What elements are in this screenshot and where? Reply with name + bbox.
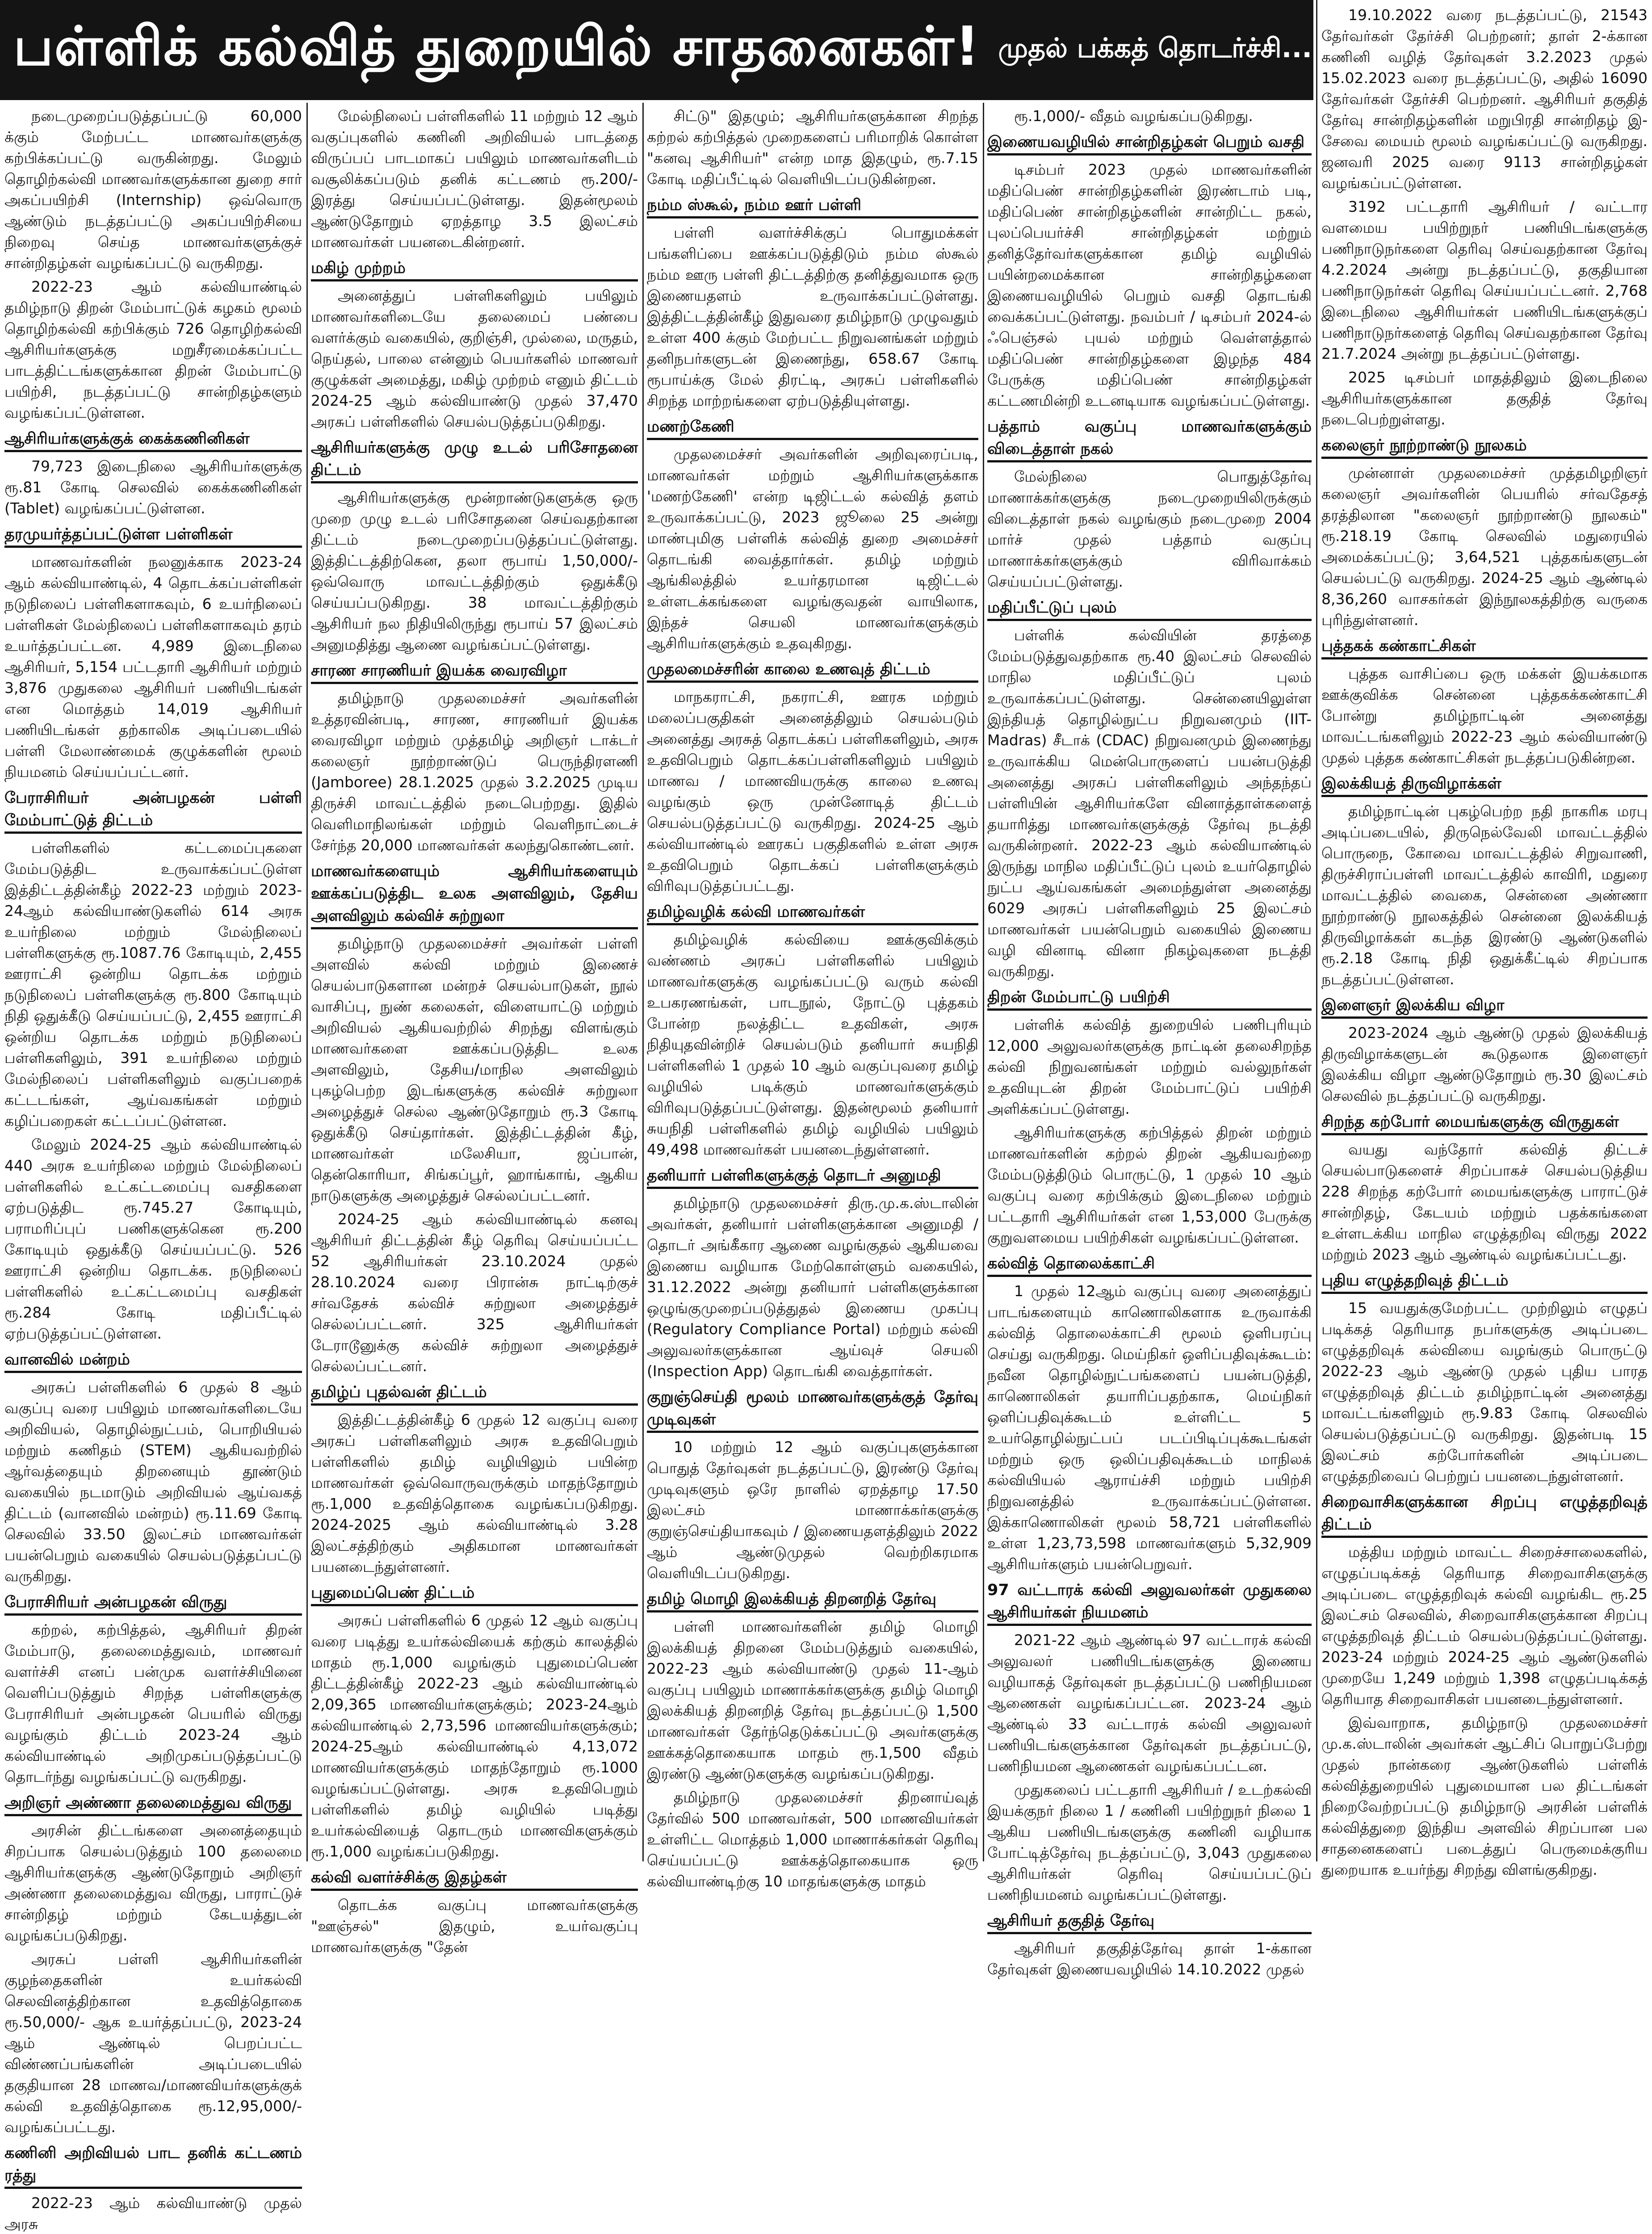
section-heading: ஆசிரியர்களுக்கு முழு உடல் பரிசோதனை திட்டம் — [311, 437, 638, 483]
section-heading: அறிஞர் அண்ணா தலைமைத்துவ விருது — [4, 1792, 302, 1816]
section-heading: 97 வட்டாரக் கல்வி அலுவலர்கள் முதுகலை ஆசிரியர்கள் நியமனம் — [987, 1579, 1312, 1626]
section-heading: சிறந்த கற்போர் மையங்களுக்கு விருதுகள் — [1321, 1111, 1648, 1135]
paragraph: 15 வயதுக்குமேற்பட்ட முற்றிலும் எழுதப் படிக்கத் தெரியாத நபர்களுக்கு அடிப்படை எழுத்தறிவுக் கல்வியை வழங்கும் பொருட்டு 2022-23 ஆம் ஆண்டு முதல் புதிய பாரத எழுத்தறிவுத் திட்டம் தமிழ்நாட்டின் அனைத்து மாவட்டங்களிலும் ரூ.9.83 கோடி செலவில் செயல்படுத்தப்பட்டு வருகிறது. இதன்படி 15 இலட்சம் கற்போர்களின் அடிப்படை எழுத்தறிவைப் பெற்றுப் பயனடைந்துள்ளனர். — [1321, 1299, 1648, 1485]
section-heading: இளைஞர் இலக்கிய விழா — [1321, 994, 1648, 1019]
paragraph: தொடக்க வகுப்பு மாணவர்களுக்கு "ஊஞ்சல்" இதழும், உயர்வகுப்பு மாணவர்களுக்கு "தேன் — [311, 1896, 638, 1956]
article-column-5 — [1321, 4, 1648, 1878]
section-heading: சிறைவாசிகளுக்கான சிறப்பு எழுத்தறிவுத் திட்டம் — [1321, 1491, 1648, 1538]
section-heading: இலக்கியத் திருவிழாக்கள் — [1321, 773, 1648, 797]
section-heading: வானவில் மன்றம் — [4, 1348, 302, 1373]
paragraph: இத்திட்டத்தின்கீழ் 6 முதல் 12 வகுப்பு வரை அரசுப் பள்ளிகளிலும் அரசு உதவிபெறும் பள்ளிகளில் தமிழ் வழியிலும் பயின்ற மாணவர்கள் ஒவ்வொருவருக்கும் மாதந்தோறும் ரூ.1,000 உதவித்தொகை வழங்கப்படுகிறது. 2024-2025 ஆம் கல்வியாண்டில் 3.28 இலட்சத்திற்கும் அதிகமான மாணவர்கள் பயனடைந்துள்ளனர். — [311, 1411, 638, 1575]
paragraph: சிட்டு" இதழும்; ஆசிரியர்களுக்கான சிறந்த கற்றல் கற்பித்தல் முறைகளைப் பரிமாறிக் கொள்ள "கனவு ஆசிரியர்" என்ற மாத இதழும், ரூ.7.15 கோடி மதிப்பீட்டில் வெளியிடப்படுகின்றன. — [647, 107, 978, 188]
column-divider — [642, 103, 644, 1861]
section-heading: கலைஞர் நூற்றாண்டு நூலகம் — [1321, 434, 1648, 459]
paragraph: நடைமுறைப்படுத்தப்பட்டு 60,000 க்கும் மேற்பட்ட மாணவர்களுக்கு கற்பிக்கப்பட்டு வருகின்றது. மேலும் தொழிற்கல்வி மாணவர்களுக்கான துறை சார் அகப்பயிற்சி (Internship) ஒவ்வொரு ஆண்டும் நடத்தப்பட்டு அகப்பயிற்சியை நிறைவு செய்த மாணவர்களுக்குச் சான்றிதழ்கள் வழங்கப்பட்டு வருகிறது. — [4, 107, 302, 272]
paragraph: ஆசிரியர் தகுதித்தேர்வு தாள் 1-க்கான தேர்வுகள் இணையவழியில் 14.10.2022 முதல் — [987, 1940, 1312, 1978]
paragraph: 2021-22 ஆம் ஆண்டில் 97 வட்டாரக் கல்வி அலுவலர் பணியிடங்களுக்கு இணைய வழியாகத் தேர்வுகள் நடத்தப்பட்டு பணிநியமன ஆணைகள் வழங்கப்பட்டன. 2023-24 ஆம் ஆண்டில் 33 வட்டாரக் கல்வி அலுவலர் பணியிடங்களுக்கான தேர்வுகள் நடத்தப்பட்டு, பணிநியமன ஆணைகள் வழங்கப்பட்டன. — [987, 1631, 1312, 1775]
article-column-4 — [987, 105, 1312, 1978]
paragraph: மேலும் 2024-25 ஆம் கல்வியாண்டில் 440 அரசு உயர்நிலை மற்றும் மேல்நிலைப் பள்ளிகளில் உட்கட்டமைப்பு வசதிகளை ஏற்படுத்திட ரூ.745.27 கோடியும், பராமரிப்புப் பணிகளுக்கென ரூ.200 கோடியும் ஒதுக்கீடு செய்யப்பட்டு. 526 ஊராட்சி ஒன்றிய தொடக்க. நடுநிலைப் பள்ளிகளில் உட்கட்டமைப்பு வசதிகள் ரூ.284 கோடி மதிப்பீட்டில் ஏற்படுத்தப்பட்டுள்ளன. — [4, 1136, 302, 1342]
paragraph: மத்திய மற்றும் மாவட்ட சிறைச்சாலைகளில், எழுதப்படிக்கத் தெரியாத சிறைவாசிகளுக்கு அடிப்படை எழுத்தறிவுக் கல்வி வழங்கிட ரூ.25 இலட்சம் செலவில், சிறைவாசிகளுக்கான சிறப்பு எழுத்தறிவுத் திட்டம் செயல்படுத்தப்பட்டுள்ளது. 2023-24 மற்றும் 2024-25 ஆம் ஆண்டுகளில் முறையே 1,249 மற்றும் 1,398 எழுதப்படிக்கத் தெரியாத சிறைவாசிகள் பயனடைந்துள்ளனர். — [1321, 1543, 1648, 1708]
section-heading: கல்வித் தொலைக்காட்சி — [987, 1252, 1312, 1277]
paragraph: புத்தக வாசிப்பை ஒரு மக்கள் இயக்கமாக ஊக்குவிக்க சென்னை புத்தகக்கண்காட்சி போன்று தமிழ்நாட்டின் அனைத்து மாவட்டங்களிலும் 2022-23 ஆம் கல்வியாண்டு முதல் புத்தக கண்காட்சிகள் நடத்தப்படுகின்றன. — [1321, 665, 1648, 766]
paragraph: 1 முதல் 12ஆம் வகுப்பு வரை அனைத்துப் பாடங்களையும் காணொலிகளாக உருவாக்கி கல்வித் தொலைக்காட்சி மூலம் ஒளிபரப்பு செய்து வருகிறது. மெய்நிகர் ஒளிப்பதிவுக்கூடம்: நவீன தொழில்நுட்பங்களைப் பயன்படுத்தி, காணொலிகள் தயாரிப்பதற்காக, மெய்நிகர் ஒளிப்பதிவுக்கூடம் உள்ளிட்ட 5 உயர்தொழில்நுட்பப் படப்பிடிப்புக்கூடங்கள் மற்றும் ஒரு ஒலிப்பதிவுக்கூடம் மாநிலக் கல்வியியல் ஆராய்ச்சி மற்றும் பயிற்சி நிறுவனத்தில் உருவாக்கப்பட்டுள்ளன. இக்காணொலிகள் மூலம் 58,721 பள்ளிகளில் உள்ள 1,23,73,598 மாணவர்களும் 5,32,909 ஆசிரியர்களும் பயன்பெறுவர். — [987, 1282, 1312, 1573]
paragraph: 2022-23 ஆம் கல்வியாண்டில் தமிழ்நாடு திறன் மேம்பாட்டுக் கழகம் மூலம் தொழிற்கல்வி கற்பிக்கும் 726 தொழிற்கல்வி ஆசிரியர்களுக்கு மறுசீரமைக்கப்பட்ட பாடத்திட்டங்களுக்கான திறன் மேம்பாட்டு பயிற்சி, நடத்தப்பட்டு சான்றிதழ்களும் வழங்கப்பட்டுள்ளன. — [4, 278, 302, 421]
section-heading: திறன் மேம்பாட்டு பயிற்சி — [987, 986, 1312, 1011]
article-column-1 — [4, 105, 302, 2233]
paragraph: ஆசிரியர்களுக்கு மூன்றாண்டுகளுக்கு ஒரு முறை முழு உடல் பரிசோதனை செய்வதற்கான திட்டம் நடைமுறைப்படுத்தப்பட்டுள்ளது. இத்திட்டத்திற்கென, தலா ரூபாய் 1,50,000/- ஒவ்வொரு மாவட்டத்திற்கும் ஒதுக்கீடு செய்யப்படுகிறது. 38 மாவட்டத்திற்கும் ஆசிரியர் நல நிதியிலிருந்து ரூபாய் 57 இலட்சம் அனுமதித்து ஆணை வழங்கப்பட்டுள்ளது. — [311, 489, 638, 653]
column-divider — [983, 103, 984, 1861]
paragraph: பள்ளிகளில் கட்டமைப்புகளை மேம்படுத்திட உருவாக்கப்பட்டுள்ள இத்திட்டத்தின்கீழ் 2022-23 மற்றும் 2023-24ஆம் கல்வியாண்டுகளில் 614 அரசு உயர்நிலை மற்றும் மேல்நிலைப் பள்ளிகளுக்கு ரூ.1087.76 கோடியும், 2,455 ஊராட்சி ஒன்றிய தொடக்க மற்றும் நடுநிலைப் பள்ளிகளுக்கு ரூ.800 கோடியும் நிதி ஒதுக்கீடு செய்யப்பட்டு, 2,455 ஊராட்சி ஒன்றிய தொடக்க மற்றும் நடுநிலைப் பள்ளிகளிலும், 391 உயர்நிலை மற்றும் மேல்நிலைப் பள்ளிகளிலும் வகுப்பறைக் கட்டடங்கள், ஆய்வகங்கள் மற்றும் கழிப்பறைகள் கட்டப்பட்டுள்ளன. — [4, 839, 302, 1130]
paragraph: முதுகலைப் பட்டதாரி ஆசிரியர் / உடற்கல்வி இயக்குநர் நிலை 1 / கணினி பயிற்றுநர் நிலை 1 ஆகிய பணியிடங்களுக்கு கணினி வழியாக போட்டித்தேர்வு நடத்தப்பட்டு, 3,043 முதுகலை ஆசிரியர்கள் தெரிவு செய்யப்பட்டுப் பணிநியமனம் வழங்கப்பட்டுள்ளது. — [987, 1781, 1312, 1903]
section-heading: புதுமைப்பெண் திட்டம் — [311, 1582, 638, 1606]
section-heading: பேராசிரியர் அன்பழகன் பள்ளி மேம்பாட்டுத் திட்டம் — [4, 787, 302, 834]
paragraph: இவ்வாறாக, தமிழ்நாடு முதலமைச்சர் மு.க.ஸ்டாலின் அவர்கள் ஆட்சிப் பொறுப்பேற்று முதல் நான்கரை ஆண்டுகளில் பள்ளிக் கல்வித்துறையில் புதுமையான பல திட்டங்கள் நிறைவேற்றப்பட்டு தமிழ்நாடு அரசின் பள்ளிக் கல்வித்துறை இந்திய அளவில் சிறப்பான பல சாதனைகளைப் படைத்துப் பெருமைக்குரிய துறையாக உயர்ந்து சிறந்து விளங்குகிறது. — [1321, 1714, 1648, 1878]
section-heading: பேராசிரியர் அன்பழகன் விருது — [4, 1591, 302, 1616]
section-heading: ஆசிரியர்களுக்குக் கைக்கணினிகள் — [4, 428, 302, 452]
section-heading: தனியார் பள்ளிகளுக்குத் தொடர் அனுமதி — [647, 1164, 978, 1189]
paragraph: மாநகராட்சி, நகராட்சி, ஊரக மற்றும் மலைப்பகுதிகள் அனைத்திலும் செயல்படும் அனைத்து அரசுத் தொடக்கப் பள்ளிகளிலும், அரசு உதவிபெறும் தொடக்கப்பள்ளிகளிலும் பயிலும் மாணவ / மாணவியருக்கு காலை உணவு வழங்கும் ஒரு முன்னோடித் திட்டம் செயல்படுத்தப்பட்டு வருகிறது. 2024-25 ஆம் கல்வியாண்டில் ஊரகப் பகுதிகளில் உள்ள அரசு உதவிபெறும் தொடக்கப் பள்ளிகளுக்கும் விரிவுபடுத்தப்பட்டது. — [647, 688, 978, 894]
section-heading: மதிப்பீட்டுப் புலம் — [987, 596, 1312, 621]
paragraph: பள்ளிக் கல்வியின் தரத்தை மேம்படுத்துவதற்காக ரூ.40 இலட்சம் செலவில் மாநில மதிப்பீட்டுப் புலம் உருவாக்கப்பட்டுள்ளது. சென்னையிலுள்ள இந்தியத் தொழில்நுட்ப நிறுவனமும் (IIT-Madras) சீடாக் (CDAC) நிறுவனமும் இணைந்து உருவாக்கிய மென்பொருளைப் பயன்படுத்தி அனைத்து அரசுப் பள்ளிகளிலும் அந்தந்தப் பள்ளியின் ஆசிரியர்களே வினாத்தாள்களைத் தயாரித்து மாணவர்களுக்குத் தேர்வு நடத்தி வருகின்றனர். 2022-23 ஆம் கல்வியாண்டில் இருந்து மாநில மதிப்பீட்டுப் புலம் உயர்தொழில் நுட்ப ஆய்வகங்கள் அமைந்துள்ள அனைத்து 6029 அரசுப் பள்ளிகளிலும் 25 இலட்சம் மாணவர்கள் பயன்பெறும் வகையில் இணைய வழி வினாடி வினா நிகழ்வுகளை நடத்தி வருகிறது. — [987, 626, 1312, 980]
article-column-2 — [311, 105, 638, 1956]
column-divider — [1316, 0, 1317, 1861]
paragraph: அரசின் திட்டங்களை அனைத்தையும் சிறப்பாக செயல்படுத்தும் 100 தலைமை ஆசிரியர்களுக்கு ஆண்டுதோறும் அறிஞர் அண்ணா தலைமைத்துவ விருது, பாராட்டுச் சான்றிதழ் மற்றும் கேடயத்துடன் வழங்கப்படுகிறது. — [4, 1822, 302, 1944]
paragraph: தமிழ்நாடு முதலமைச்சர் அவர்களின் உத்தரவின்படி, சாரண, சாரணியர் இயக்க வைரவிழா மற்றும் முத்தமிழ் அறிஞர் டாக்டர் கலைஞர் நூற்றாண்டுப் பெருந்திரளணி (Jamboree) 28.1.2025 முதல் 3.2.2025 முடிய திருச்சி மாவட்டத்தில் நடைபெற்றது. இதில் வெளிமாநிலங்கள் மற்றும் வெளிநாட்டைச் சேர்ந்த 20,000 மாணவர்கள் கலந்துகொண்டனர். — [311, 689, 638, 854]
section-heading: ஆசிரியர் தகுதித் தேர்வு — [987, 1910, 1312, 1934]
paragraph: கற்றல், கற்பித்தல், ஆசிரியர் திறன் மேம்பாடு, தலைமைத்துவம், மாணவர் வளர்ச்சி எனப் பன்முக வளர்ச்சியினை வெளிப்படுத்தும் சிறந்த பள்ளிகளுக்கு பேராசிரியர் அன்பழகன் பெயரில் விருது வழங்கும் திட்டம் 2023-24 ஆம் கல்வியாண்டில் அறிமுகப்படுத்தப்பட்டு தொடர்ந்து வழங்கப்பட்டு வருகிறது. — [4, 1621, 302, 1785]
continuation-note: முதல் பக்கத் தொடர்ச்சி... — [998, 33, 1312, 64]
paragraph: தமிழ்நாடு முதலமைச்சர் திறனாய்வுத் தேர்வில் 500 மாணவர்கள், 500 மாணவியர்கள் உள்ளிட்ட மொத்தம் 1,000 மாணாக்கர்கள் தெரிவு செய்யப்பட்டு ஊக்கத்தொகையாக ஒரு கல்வியாண்டிற்கு 10 மாதங்களுக்கு மாதம் — [647, 1789, 978, 1890]
section-heading: பத்தாம் வகுப்பு மாணவர்களுக்கும் விடைத்தாள் நகல் — [987, 416, 1312, 462]
paragraph: பள்ளிக் கல்வித் துறையில் பணிபுரியும் 12,000 அலுவலர்களுக்கு நாட்டின் தலைசிறந்த கல்வி நிறுவனங்கள் மற்றும் வல்லுநர்கள் உதவியுடன் திறன் மேம்பாட்டுப் பயிற்சி அளிக்கப்பட்டுள்ளது. — [987, 1016, 1312, 1117]
paragraph: தமிழ்வழிக் கல்வியை ஊக்குவிக்கும் வண்ணம் அரசுப் பள்ளிகளில் பயிலும் மாணவர்களுக்கு வழங்கப்பட்டு வரும் கல்வி உபகரணங்கள், பாடநூல், நோட்டு புத்தகம் போன்ற நலத்திட்ட உதவிகள், அரசு நிதியுதவின்றிச் செயல்படும் தனியார் சுயநிதி பள்ளிகளில் 1 முதல் 10 ஆம் வகுப்புவரை தமிழ் வழியில் படிக்கும் மாணவர்களுக்கும் விரிவுபடுத்தப்பட்டுள்ளது. இதன்மூலம் தனியார் சுயநிதி பள்ளிகளில் தமிழ் வழியில் பயிலும் 49,498 மாணவர்கள் பயனடைந்துள்ளனர். — [647, 931, 978, 1158]
article-column-3 — [647, 105, 978, 1890]
paragraph: வயது வந்தோர் கல்வித் திட்டச் செயல்பாடுகளைச் சிறப்பாகச் செயல்படுத்திய 228 சிறந்த கற்போர் மையங்களுக்கு பாராட்டுச் சான்றிதழ், கேடயம் மற்றும் பதக்கங்களை உள்ளடக்கிய மாநில எழுத்தறிவு விருது 2022 மற்றும் 2023 ஆம் ஆண்டில் வழங்கப்பட்டது. — [1321, 1141, 1648, 1263]
paragraph: 3192 பட்டதாரி ஆசிரியர் / வட்டார வளமைய பயிற்றுநர் பணியிடங்களுக்கு பணிநாடுநர்களை தெரிவு செய்வதற்கான தேர்வு 4.2.2024 அன்று நடத்தப்பட்டு, தகுதியான பணிநாடுநர்கள் தெரிவு செய்யப்பட்டனர். 2,768 இடைநிலை ஆசிரியர்கள் பணியிடங்களுக்குப் பணிநாடுநர்களைத் தெரிவு செய்வதற்கான தேர்வு 21.7.2024 அன்று நடத்தப்பட்டுள்ளது. — [1321, 198, 1648, 362]
paragraph: பள்ளி வளர்ச்சிக்குப் பொதுமக்கள் பங்களிப்பை ஊக்கப்படுத்திடும் நம்ம ஸ்கூல் நம்ம ஊரு பள்ளி திட்டத்திற்கு தனித்துவமாக ஒரு இணையதளம் உருவாக்கப்பட்டுள்ளது. இத்திட்டத்தின்கீழ் இதுவரை தமிழ்நாடு முழுவதும் உள்ள 400 க்கும் மேற்பட்ட நிறுவனங்கள் மற்றும் தனிநபர்களுடன் இணைந்து, 658.67 கோடி ரூபாய்க்கு மேல் திரட்டி, அரசுப் பள்ளிகளில் சிறந்த மாற்றங்களை ஏற்படுத்தியுள்ளது. — [647, 224, 978, 409]
paragraph: அரசுப் பள்ளிகளில் 6 முதல் 8 ஆம் வகுப்பு வரை பயிலும் மாணவர்களிடையே அறிவியல், தொழில்நுட்பம், பொறியியல் மற்றும் கணிதம் (STEM) ஆகியவற்றில் ஆர்வத்தையும் திறனையும் தூண்டும் வகையில் நடமாடும் அறிவியல் ஆய்வகத் திட்டம் (வானவில் மன்றம்) ரூ.11.69 கோடி செலவில் 33.50 இலட்சம் மாணவர்கள் பயன்பெறும் வகையில் செயல்படுத்தப்பட்டு வருகிறது. — [4, 1378, 302, 1585]
paragraph: தமிழ்நாடு முதலமைச்சர் அவர்கள் பள்ளி அளவில் கல்வி மற்றும் இணைச் செயல்பாடுகளான மன்றச் செயல்பாடுகள், நூல் வாசிப்பு, நுண் கலைகள், விளையாட்டு மற்றும் அறிவியல் ஆகியவற்றில் சிறந்து விளங்கும் மாணவர்களை ஊக்கப்படுத்திட உலக அளவிலும், தேசிய/மாநில அளவிலும் புகழ்பெற்ற இடங்களுக்கு கல்விச் சுற்றுலா அழைத்துச் செல்ல ஆண்டுதோறும் ரூ.3 கோடி ஒதுக்கீடு செய்தார்கள். இத்திட்டத்தின் கீழ், மாணவர்கள் மலேசியா, ஜப்பான், தென்கொரியா, சிங்கப்பூர், ஹாங்காங், ஆகிய நாடுகளுக்கு அழைத்துச் செல்லப்பட்டனர். — [311, 935, 638, 1204]
section-heading: முதலமைச்சரின் காலை உணவுத் திட்டம் — [647, 658, 978, 683]
paragraph: டிசம்பர் 2023 முதல் மாணவர்களின் மதிப்பெண் சான்றிதழ்களின் இரண்டாம் படி, மதிப்பெண் சான்றிதழ்களின் சான்றிட்ட நகல், புலப்பெயர்ச்சி சான்றிதழ்கள் மற்றும் தனித்தேர்வர்களுக்கான தமிழ் வழியில் பயின்றமைக்கான சான்றிதழ்களை இணையவழியில் பெறும் வசதி தொடங்கி வைக்கப்பட்டுள்ளது. நவம்பர் / டிசம்பர் 2024-ல் ஃபெஞ்சல் புயல் மற்றும் வெள்ளத்தால் மதிப்பெண் சான்றிதழ்களை இழந்த 484 பேருக்கு மதிப்பெண் சான்றிதழ்கள் கட்டணமின்றி உடனடியாக வழங்கப்பட்டுள்ளது. — [987, 161, 1312, 409]
section-heading: மாணவர்களையும் ஆசிரியர்களையும் ஊக்கப்படுத்திட உலக அளவிலும், தேசிய அளவிலும் கல்விச் சுற்றுலா — [311, 860, 638, 929]
section-heading: புத்தகக் கண்காட்சிகள் — [1321, 635, 1648, 659]
paragraph: முதலமைச்சர் அவர்களின் அறிவுரைப்படி, மாணவர்கள் மற்றும் ஆசிரியர்களுக்காக 'மணற்கேணி' என்ற டிஜிட்டல் கல்வித் தளம் உருவாக்கப்பட்டு, 2023 ஜூலை 25 அன்று மாண்புமிகு பள்ளிக் கல்வித் துறை அமைச்சர் தொடங்கி வைத்தார்கள். தமிழ் மற்றும் ஆங்கிலத்தில் உயர்தரமான டிஜிட்டல் உள்ளடக்கங்களை வழங்குவதன் வாயிலாக, இந்தச் செயலி மாணவர்களுக்கும் ஆசிரியர்களுக்கும் உதவுகிறது. — [647, 445, 978, 652]
section-heading: இணையவழியில் சான்றிதழ்கள் பெறும் வசதி — [987, 131, 1312, 155]
paragraph: 79,723 இடைநிலை ஆசிரியர்களுக்கு ரூ.81 கோடி செலவில் கைக்கணினிகள் (Tablet) வழங்கப்பட்டுள்ளன. — [4, 458, 302, 517]
paragraph: தமிழ்நாட்டின் புகழ்பெற்ற நதி நாகரிக மரபு அடிப்படையில், திருநெல்வேலி மாவட்டத்தில் பொருநை, கோவை மாவட்டத்தில் சிறுவாணி, திருச்சிராப்பள்ளி மாவட்டத்தில் காவிரி, மதுரை மாவட்டத்தில் வைகை, சென்னை அண்ணா நூற்றாண்டு நூலகத்தில் சென்னை இலக்கியத் திருவிழாக்கள் கடந்த இரண்டு ஆண்டுகளில் ரூ.2.18 கோடி நிதி ஒதுக்கீட்டில் சிறப்பாக நடத்தப்பட்டுள்ளன. — [1321, 802, 1648, 988]
section-heading: தரமுயர்த்தப்பட்டுள்ள பள்ளிகள் — [4, 523, 302, 548]
section-heading: மகிழ் முற்றம் — [311, 257, 638, 281]
paragraph: மேல்நிலை பொதுத்தேர்வு மாணாக்கர்களுக்கு நடைமுறையிலிருக்கும் விடைத்தாள் நகல் வழங்கும் நடைமுறை 2004 மார்ச் முதல் பத்தாம் வகுப்பு மாணாக்கர்களுக்கும் விரிவாக்கம் செய்யப்பட்டுள்ளது. — [987, 468, 1312, 590]
section-heading: கணினி அறிவியல் பாட தனிக் கட்டணம் ரத்து — [4, 2142, 302, 2189]
paragraph: பள்ளி மாணவர்களின் தமிழ் மொழி இலக்கியத் திறனை மேம்படுத்தும் வகையில், 2022-23 ஆம் கல்வியாண்டு முதல் 11-ஆம் வகுப்பு பயிலும் மாணாக்கர்களுக்கு தமிழ் மொழி இலக்கியத் திறனறித் தேர்வு நடத்தப்பட்டு 1,500 மாணவர்கள் தேர்ந்தெடுக்கப்பட்டு அவர்களுக்கு ஊக்கத்தொகையாக மாதம் ரூ.1,500 வீதம் இரண்டு ஆண்டுகளுக்கு வழங்கப்படுகிறது. — [647, 1618, 978, 1782]
section-heading: கல்வி வளர்ச்சிக்கு இதழ்கள் — [311, 1866, 638, 1891]
section-heading: நம்ம ஸ்கூல், நம்ம ஊர் பள்ளி — [647, 194, 978, 218]
paragraph: 2023-2024 ஆம் ஆண்டு முதல் இலக்கியத் திருவிழாக்களுடன் கூடுதலாக இளைஞர் இலக்கிய விழா ஆண்டுதோறும் ரூ.30 இலட்சம் செலவில் நடத்தப்பட்டு வருகிறது. — [1321, 1024, 1648, 1104]
section-heading: புதிய எழுத்தறிவுத் திட்டம் — [1321, 1269, 1648, 1294]
section-heading: குறுஞ்செய்தி மூலம் மாணவர்களுக்குத் தேர்வு முடிவுகள் — [647, 1386, 978, 1433]
paragraph: தமிழ்நாடு முதலமைச்சர் திரு.மு.க.ஸ்டாலின் அவர்கள், தனியார் பள்ளிகளுக்கான அனுமதி / தொடர் அங்கீகார ஆணை வழங்குதல் ஆகியவை இணைய வழியாக மேற்கொள்ளும் வகையில், 31.12.2022 அன்று தனியார் பள்ளிகளுக்கான ஒழுங்குமுறைப்படுத்துதல் இணைய முகப்பு (Regulatory Compliance Portal) மற்றும் கல்வி அலுவலர்களுக்கான ஆய்வுச் செயலி (Inspection App) தொடங்கி வைத்தார்கள். — [647, 1194, 978, 1380]
paragraph: ஆசிரியர்களுக்கு கற்பித்தல் திறன் மற்றும் மாணவர்களின் கற்றல் திறன் ஆகியவற்றை மேம்படுத்திடும் பொருட்டு, 1 முதல் 10 ஆம் வகுப்பு வரை கற்பிக்கும் இடைநிலை மற்றும் பட்டதாரி ஆசிரியர்கள் என 1,53,000 பேருக்கு குறுவளமைய பயிற்சிகள் வழங்கப்பட்டுள்ளன. — [987, 1124, 1312, 1246]
paragraph: 10 மற்றும் 12 ஆம் வகுப்புகளுக்கான பொதுத் தேர்வுகள் நடத்தப்பட்டு, இரண்டு தேர்வு முடிவுகளும் ஒரே நாளில் ஏறத்தாழ 17.50 இலட்சம் மாணாக்கர்களுக்கு குறுஞ்செய்தியாகவும் / இணையதளத்திலும் 2022 ஆம் ஆண்டுமுதல் வெற்றிகரமாக வெளியிடப்படுகிறது. — [647, 1438, 978, 1582]
paragraph: அனைத்துப் பள்ளிகளிலும் பயிலும் மாணவர்களிடையே தலைமைப் பண்பை வளர்க்கும் வகையில், குறிஞ்சி, முல்லை, மருதம், நெய்தல், பாலை என்னும் பெயர்களில் மாணவர் குழுக்கள் அமைத்து, மகிழ் முற்றம் எனும் திட்டம் 2024-25 ஆம் கல்வியாண்டு முதல் 37,470 அரசுப் பள்ளிகளில் செயல்படுத்தப்படுகிறது. — [311, 287, 638, 430]
paragraph: அரசுப் பள்ளிகளில் 6 முதல் 12 ஆம் வகுப்பு வரை படித்து உயர்கல்வியைக் கற்கும் காலத்தில் மாதம் ரூ.1,000 வழங்கும் புதுமைப்பெண் திட்டத்தின்கீழ் 2022-23 ஆம் கல்வியாண்டில் 2,09,365 மாணவியர்களுக்கும்; 2023-24ஆம் கல்வியாண்டில் 2,73,596 மாணவியர்களுக்கும்; 2024-25ஆம் கல்வியாண்டில் 4,13,072 மாணவியர்களுக்கும் மாதந்தோறும் ரூ.1000 வழங்கப்பட்டுள்ளது. அரசு உதவிபெறும் பள்ளிகளில் தமிழ் வழியில் படித்து உயர்கல்வியைத் தொடரும் மாணவிகளுக்கும் ரூ.1,000 வழங்கப்படுகிறது. — [311, 1612, 638, 1860]
paragraph: முன்னாள் முதலமைச்சர் முத்தமிழறிஞர் கலைஞர் அவர்களின் பெயரில் சர்வதேசத் தரத்திலான "கலைஞர் நூற்றாண்டு நூலகம்" ரூ.218.19 கோடி செலவில் மதுரையில் அமைக்கப்பட்டு; 3,64,521 புத்தகங்களுடன் செயல்பட்டு வருகிறது. 2024-25 ஆம் ஆண்டில் 8,36,260 வாசகர்கள் இந்நூலகத்திற்கு வருகை புரிந்துள்ளனர். — [1321, 464, 1648, 629]
column-divider — [306, 103, 308, 1861]
paragraph: 2022-23 ஆம் கல்வியாண்டு முதல் அரசு — [4, 2194, 302, 2233]
paragraph: 2024-25 ஆம் கல்வியாண்டில் கனவு ஆசிரியர் திட்டத்தின் கீழ் தெரிவு செய்யப்பட்ட 52 ஆசிரியர்கள் 23.10.2024 முதல் 28.10.2024 வரை பிரான்சு நாட்டிற்குச் சர்வதேசக் கல்விச் சுற்றுலா அழைத்துச் செல்லப்பட்டனர். 325 ஆசிரியர்கள் டேராடூனுக்கு கல்விச் சுற்றுலா அழைத்துச் செல்லப்பட்டனர். — [311, 1210, 638, 1375]
paragraph: 2025 டிசம்பர் மாதத்திலும் இடைநிலை ஆசிரியர்களுக்கான தகுதித் தேர்வு நடைபெற்றுள்ளது. — [1321, 369, 1648, 428]
paragraph: அரசுப் பள்ளி ஆசிரியர்களின் குழந்தைகளின் உயர்கல்வி செலவினத்திற்கான உதவித்தொகை ரூ.50,000/- ஆக உயர்த்தப்பட்டு, 2023-24 ஆம் ஆண்டில் பெறப்பட்ட விண்ணப்பங்களின் அடிப்படையில் தகுதியான 28 மாணவ/மாணவியர்களுக்குக் கல்வி உதவித்தொகை ரூ.12,95,000/- வழங்கப்பட்டது. — [4, 1950, 302, 2136]
section-heading: தமிழ் மொழி இலக்கியத் திறனறித் தேர்வு — [647, 1588, 978, 1613]
section-heading: சாரண சாரணியர் இயக்க வைரவிழா — [311, 659, 638, 684]
headline-banner — [0, 0, 1313, 100]
paragraph: மாணவர்களின் நலனுக்காக 2023-24 ஆம் கல்வியாண்டில், 4 தொடக்கப்பள்ளிகள் நடுநிலைப் பள்ளிகளாகவும், 6 உயர்நிலைப் பள்ளிகள் மேல்நிலைப் பள்ளிகளாகவும் தரம் உயர்த்தப்பட்டன. 4,989 இடைநிலை ஆசிரியர், 5,154 பட்டதாரி ஆசிரியர் மற்றும் 3,876 முதுகலை ஆசிரியர் பணியிடங்கள் என மொத்தம் 14,019 ஆசிரியர் பணியிடங்கள் தற்காலிக அடிப்படையில் பள்ளி மேலாண்மைக் குழுக்களின் மூலம் நியமனம் செய்யப்பட்டனர். — [4, 553, 302, 781]
section-heading: தமிழ்வழிக் கல்வி மாணவர்கள் — [647, 901, 978, 925]
paragraph: 19.10.2022 வரை நடத்தப்பட்டு, 21543 தேர்வர்கள் தேர்ச்சி பெற்றனர்; தாள் 2-க்கான கணினி வழித் தேர்வுகள் 3.2.2023 முதல் 15.02.2023 வரை நடத்தப்பட்டு, அதில் 16090 தேர்வர்கள் தேர்ச்சி பெற்றனர். ஆசிரியர் தகுதித் தேர்வு சான்றிதழ்களின் மறுபிரதி சான்றிதழ் இ-சேவை மையம் மூலம் வழங்கப்பட்டு வருகிறது. ஜனவரி 2025 வரை 9113 சான்றிதழ்கள் வழங்கப்பட்டுள்ளன. — [1321, 6, 1648, 192]
section-heading: தமிழ்ப் புதல்வன் திட்டம் — [311, 1381, 638, 1406]
paragraph: ரூ.1,000/- வீதம் வழங்கப்படுகிறது. — [1014, 107, 1253, 125]
paragraph: மேல்நிலைப் பள்ளிகளில் 11 மற்றும் 12 ஆம் வகுப்புகளில் கணினி அறிவியல் பாடத்தை விருப்பப் பாடமாகப் பயிலும் மாணவர்களிடம் வசூலிக்கப்படும் தனிக் கட்டணம் ரூ.200/- இரத்து செய்யப்பட்டுள்ளது. இதன்மூலம் ஆண்டுதோறும் ஏறத்தாழ 3.5 இலட்சம் மாணவர்கள் பயனடைகின்றனர். — [311, 107, 638, 251]
headline-title: பள்ளிக் கல்வித் துறையில் சாதனைகள்! — [13, 15, 981, 78]
section-heading: மணற்கேணி — [647, 416, 978, 440]
